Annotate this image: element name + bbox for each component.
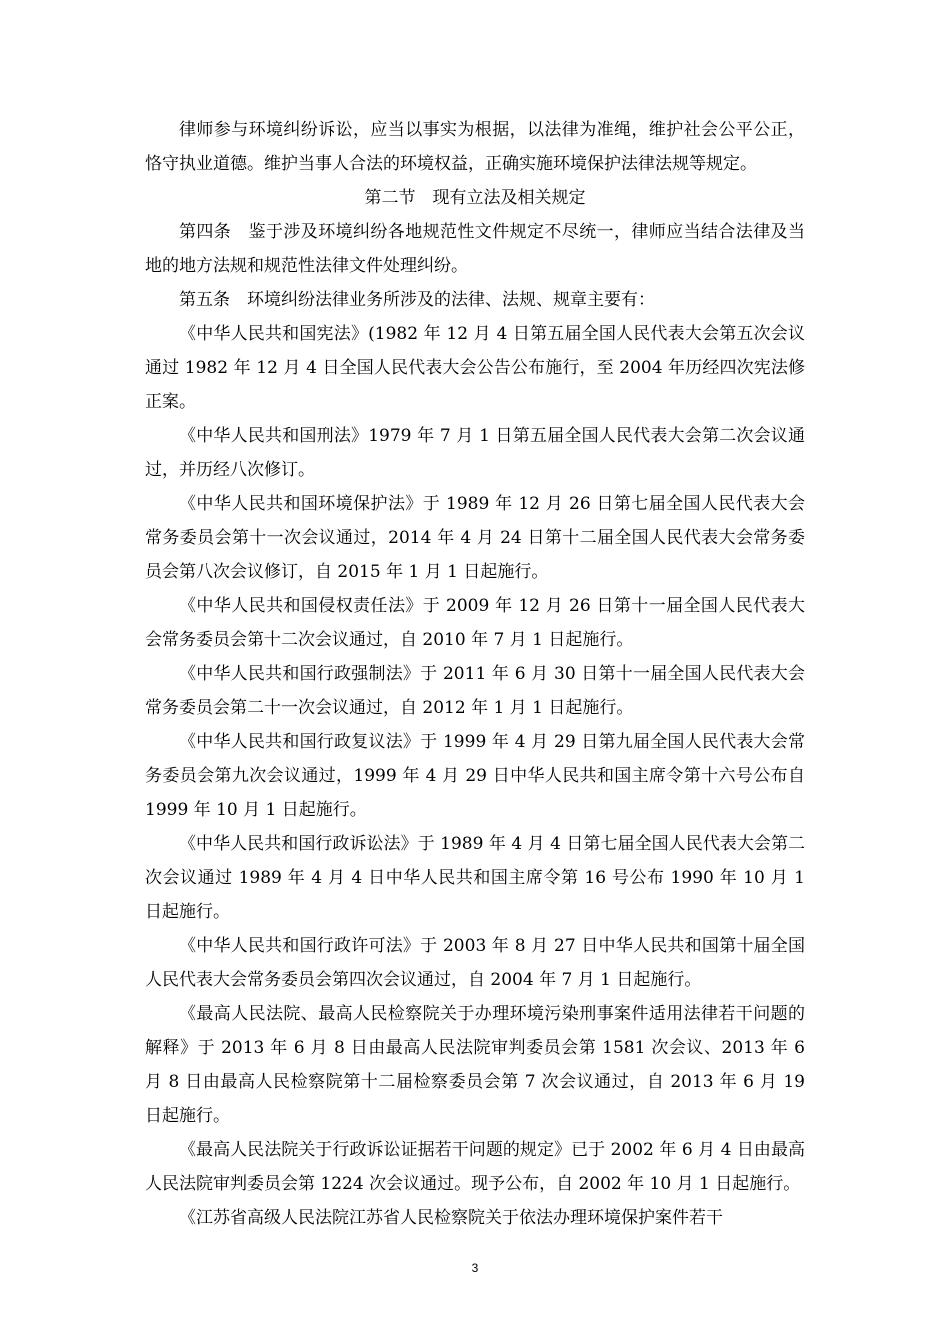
law-item-tort-liability-law: 《中华人民共和国侵权责任法》于 2009 年 12 月 26 日第十一届全国人民代表大会常务委员会第十二次会议通过，自 2010 年 7 月 1 日起施行。: [145, 596, 805, 650]
law-item-administrative-litigation-law: 《中华人民共和国行政诉讼法》于 1989 年 4 月 4 日第七届全国人民代表大会第二次会议通过 1989 年 4 月 4 日中华人民共和国主席令第 16 号公布 1990 年 10 月 1 日起施行。: [145, 834, 805, 922]
law-item-jiangsu-provisions: 《江苏省高级人民法院江苏省人民检察院关于依法办理环境保护案件若干: [179, 1208, 723, 1228]
page-number: 3: [471, 1261, 479, 1275]
law-item-evidence-provisions: 《最高人民法院关于行政诉讼证据若干问题的规定》已于 2002 年 6 月 4 日由最高人民法院审判委员会第 1224 次会议通过。现予公布，自 2002 年 10 月 1 日起施行。: [145, 1140, 805, 1194]
law-item-environmental-protection-law: 《中华人民共和国环境保护法》于 1989 年 12 月 26 日第七届全国人民代表大会常务委员会第十一次会议通过，2014 年 4 月 24 日第十二届全国人民代表大会常务委员会第八次会议修订，自 2015 年 1 月 1 日起施行。: [145, 494, 805, 582]
document-body: [145, 113, 805, 1235]
paragraph-lawyer-duty: 律师参与环境纠纷诉讼，应当以事实为根据，以法律为准绳，维护社会公平公正，恪守执业道德。维护当事人合法的环境权益，正确实施环境保护法律法规等规定。: [145, 120, 805, 174]
law-item-criminal-law: 《中华人民共和国刑法》1979 年 7 月 1 日第五届全国人民代表大会第二次会议通过，并历经八次修订。: [145, 426, 805, 480]
law-item-judicial-interpretation-pollution: 《最高人民法院、最高人民检察院关于办理环境污染刑事案件适用法律若干问题的解释》于 2013 年 6 月 8 日由最高人民法院审判委员会第 1581 次会议、2013 年 6 月 8 日由最高人民检察院第十二届检察委员会第 7 次会议通过，自 2013 年 6 月 19 日起施行。: [145, 1004, 805, 1126]
law-item-administrative-reconsideration-law: 《中华人民共和国行政复议法》于 1999 年 4 月 29 日第九届全国人民代表大会常务委员会第九次会议通过，1999 年 4 月 29 日中华人民共和国主席令第十六号公布自 1999 年 10 月 1 日起施行。: [145, 732, 805, 820]
law-item-administrative-enforcement-law: 《中华人民共和国行政强制法》于 2011 年 6 月 30 日第十一届全国人民代表大会常务委员会第二十一次会议通过，自 2012 年 1 月 1 日起施行。: [145, 664, 805, 718]
law-item-administrative-licensing-law: 《中华人民共和国行政许可法》于 2003 年 8 月 27 日中华人民共和国第十届全国人民代表大会常务委员会第四次会议通过，自 2004 年 7 月 1 日起施行。: [145, 936, 805, 990]
section-heading: 第二节 现有立法及相关规定: [364, 188, 586, 208]
article-4: 第四条 鉴于涉及环境纠纷各地规范性文件规定不尽统一，律师应当结合法律及当地的地方法规和规范性法律文件处理纠纷。: [145, 222, 805, 276]
law-item-constitution: 《中华人民共和国宪法》(1982 年 12 月 4 日第五届全国人民代表大会第五次会议通过 1982 年 12 月 4 日全国人民代表大会公告公布施行，至 2004 年历经四次宪法修正案。: [145, 324, 805, 412]
article-5: 第五条 环境纠纷法律业务所涉及的法律、法规、规章主要有：: [179, 290, 655, 310]
